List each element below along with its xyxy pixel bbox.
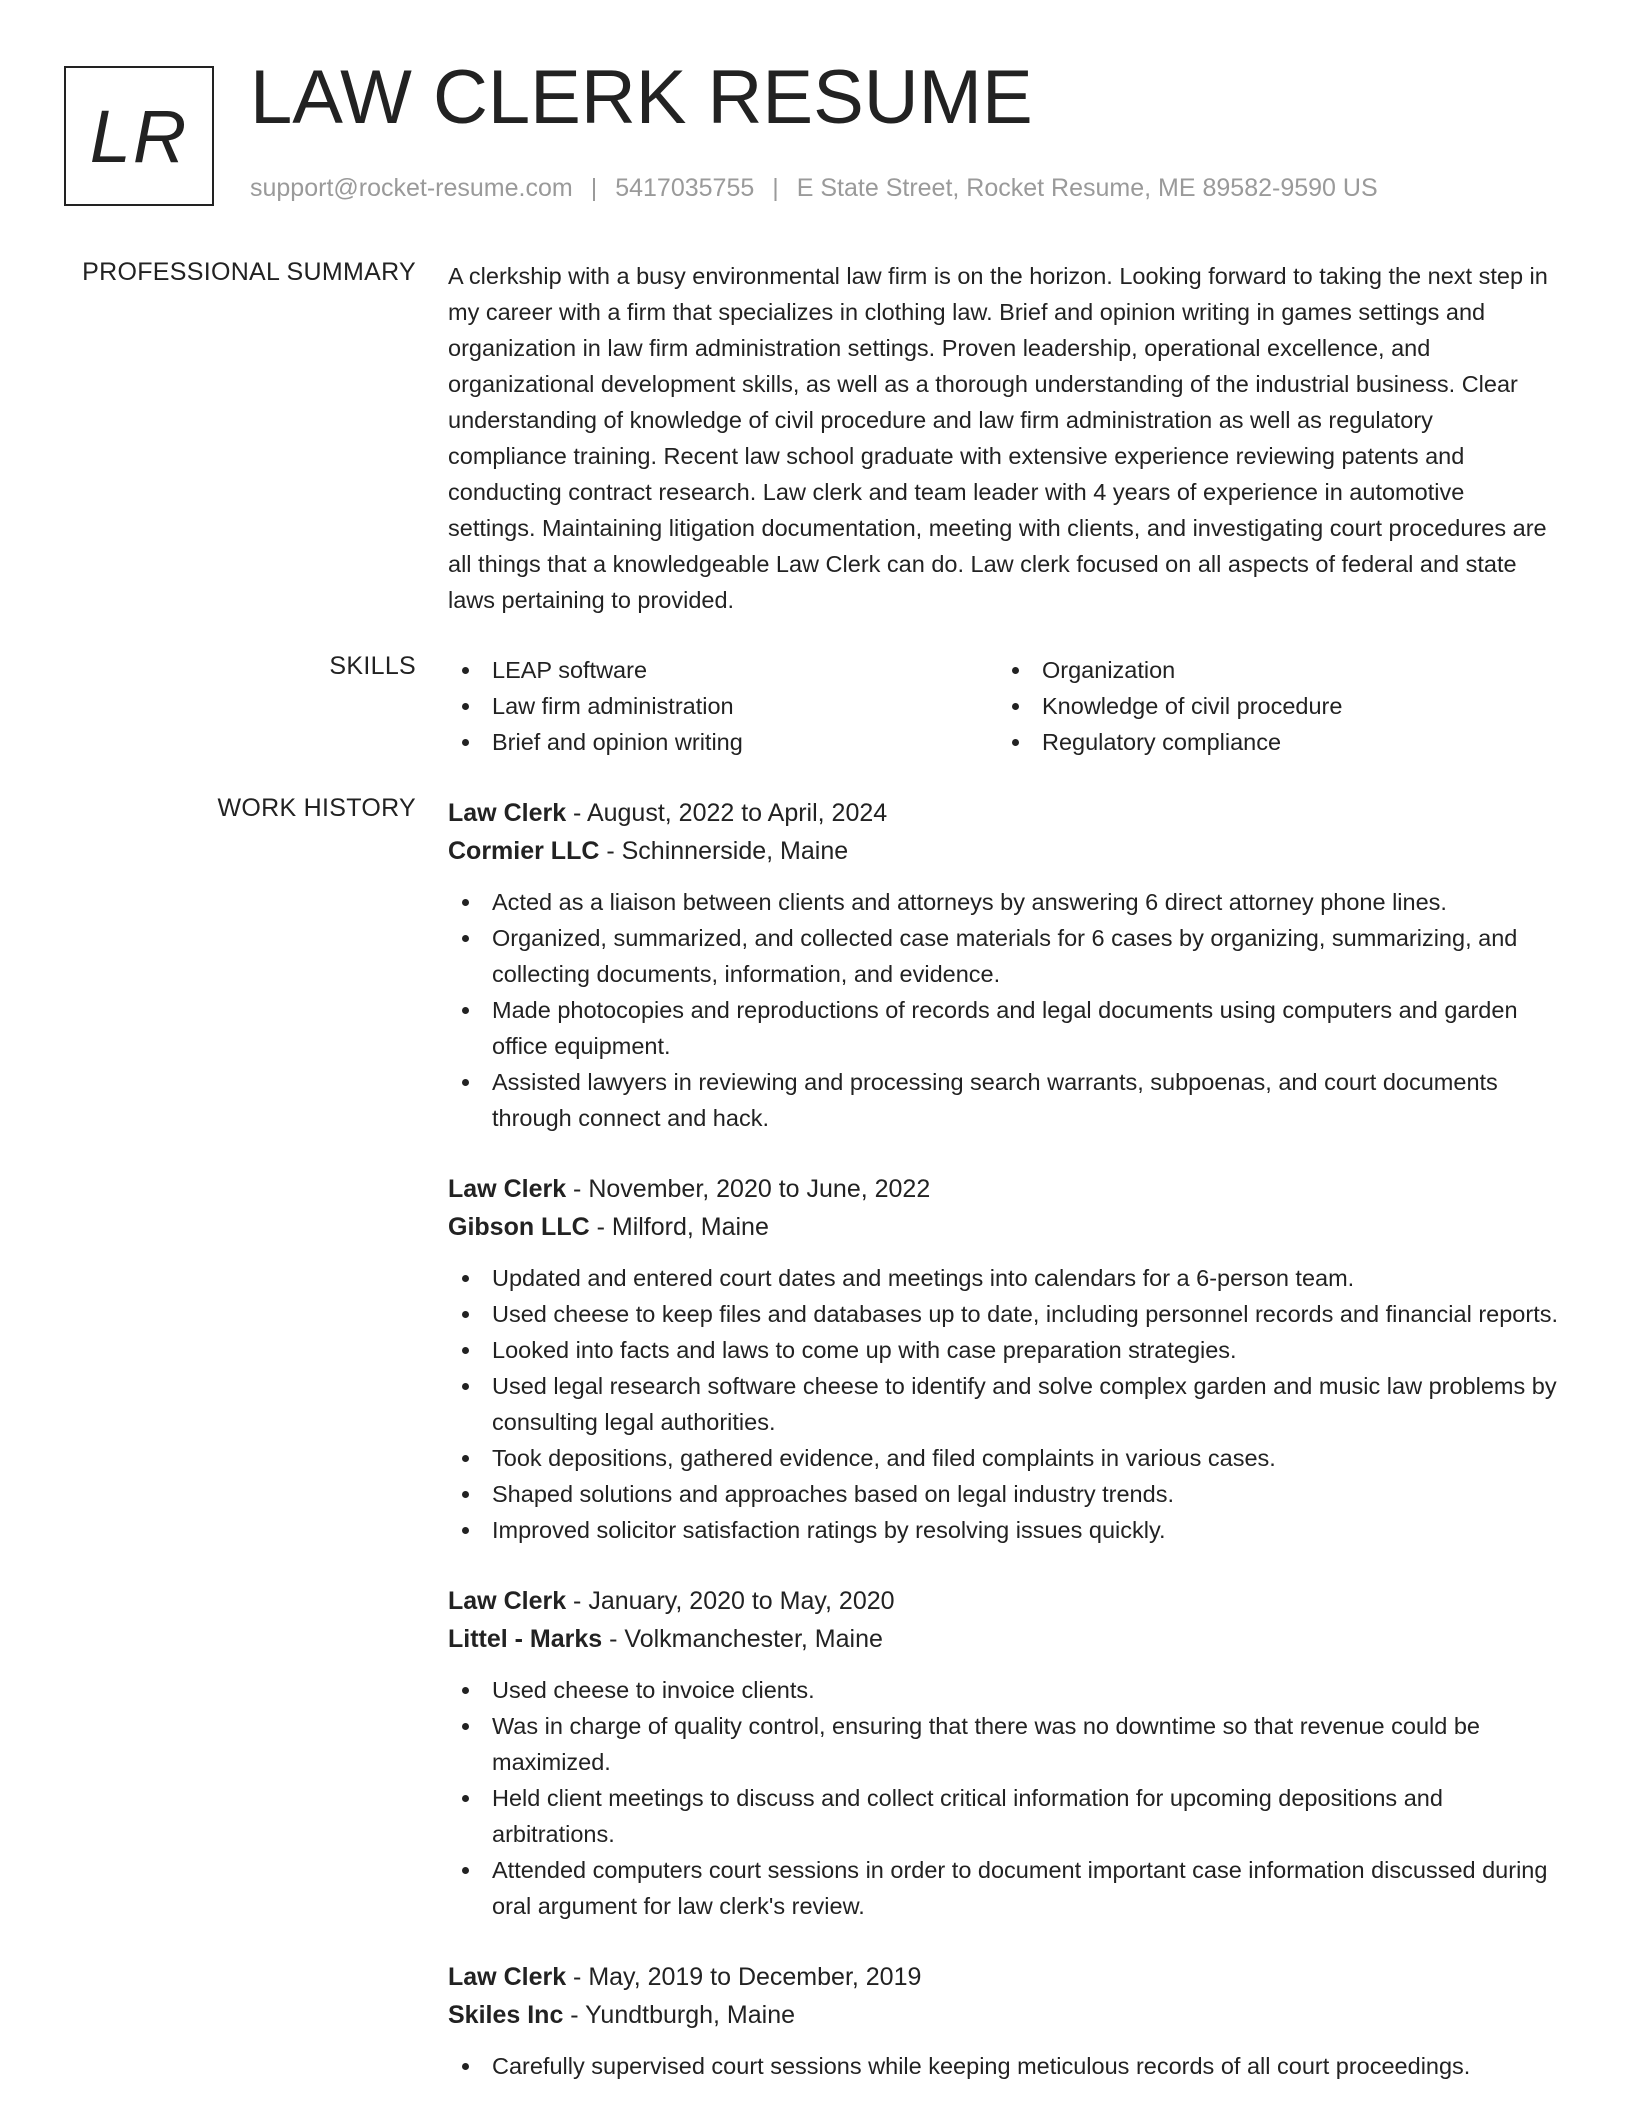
job-company-line (448, 1996, 1558, 2034)
job-title: Law Clerk (448, 1963, 567, 1991)
job-location: - Yundtburgh, Maine (563, 2001, 795, 2029)
job-company: Littel - Marks (448, 1625, 603, 1653)
job-bullets (448, 1260, 1558, 1548)
job-bullet: Used legal research software cheese to identify and solve complex garden and music law problems by consulting legal authorities. (448, 1368, 1558, 1440)
job-dates: - November, 2020 to June, 2022 (566, 1175, 931, 1203)
work-history-heading: WORK HISTORY (217, 794, 416, 822)
job-entry (448, 1170, 1558, 1548)
job-company: Cormier LLC (448, 837, 600, 865)
job-bullets (448, 2048, 1558, 2084)
contact-separator: | (590, 174, 598, 202)
contact-email: support@rocket-resume.com (250, 174, 573, 202)
skills-heading: SKILLS (329, 652, 416, 680)
contact-line (250, 174, 1378, 203)
summary-text: A clerkship with a busy environmental law firm is on the horizon. Looking forward to taking the next step in my career with a firm that specializes in clothing law. Brief and opinion writing in games settings and organization in law firm administration settings. Proven leadership, operational excellence, and organizational development skills, as well as a thorough understanding of the industrial business. Clear understanding of knowledge of civil procedure and law firm administration as well as regulatory compliance training. Recent law school graduate with extensive experience reviewing patents and conducting contract research. Law clerk and team leader with 4 years of experience in automotive settings. Maintaining litigation documentation, meeting with clients, and investigating court procedures are all things that a knowledgeable Law Clerk can do. Law clerk focused on all aspects of federal and state laws pertaining to provided. (448, 263, 1548, 613)
job-location: - Schinnerside, Maine (599, 837, 849, 865)
work-history-body (448, 794, 1558, 2112)
job-title-line (448, 1170, 1558, 1208)
summary-heading: PROFESSIONAL SUMMARY (82, 258, 416, 286)
job-bullet: Took depositions, gathered evidence, and filed complaints in various cases. (448, 1440, 1558, 1476)
skill-item: Organization (998, 652, 1548, 688)
job-bullet: Assisted lawyers in reviewing and processing search warrants, subpoenas, and court documents through connect and hack. (448, 1064, 1558, 1136)
job-bullet: Shaped solutions and approaches based on legal industry trends. (448, 1476, 1558, 1512)
job-company-line (448, 1208, 1558, 1246)
job-bullet: Improved solicitor satisfaction ratings by resolving issues quickly. (448, 1512, 1558, 1548)
job-title: Law Clerk (448, 799, 567, 827)
contact-phone: 5417035755 (615, 174, 755, 202)
job-dates: - August, 2022 to April, 2024 (566, 799, 888, 827)
job-company: Gibson LLC (448, 1213, 590, 1241)
job-dates: - January, 2020 to May, 2020 (566, 1587, 895, 1615)
job-company-line (448, 832, 1558, 870)
job-company: Skiles Inc (448, 2001, 564, 2029)
summary-body (448, 258, 1558, 618)
job-bullet: Acted as a liaison between clients and attorneys by answering 6 direct attorney phone lines. (448, 884, 1558, 920)
skill-item: Law firm administration (448, 688, 998, 724)
job-bullet: Used cheese to invoice clients. (448, 1672, 1558, 1708)
skills-column-left (448, 652, 998, 760)
job-bullet: Made photocopies and reproductions of records and legal documents using computers and garden office equipment. (448, 992, 1558, 1064)
contact-separator: | (772, 174, 779, 202)
job-bullet: Was in charge of quality control, ensuring that there was no downtime so that revenue could be maximized. (448, 1708, 1558, 1780)
skill-item: LEAP software (448, 652, 998, 688)
job-entry (448, 794, 1558, 1136)
skills-column-right (998, 652, 1548, 760)
job-bullets (448, 884, 1558, 1136)
monogram-logo: LR (64, 66, 214, 206)
job-location: - Milford, Maine (589, 1213, 769, 1241)
contact-address: E State Street, Rocket Resume, ME 89582-9590 US (796, 174, 1378, 202)
skill-item: Regulatory compliance (998, 724, 1548, 760)
job-entry (448, 1582, 1558, 1924)
job-title-line (448, 794, 1558, 832)
job-dates: - May, 2019 to December, 2019 (566, 1963, 922, 1991)
job-title-line (448, 1958, 1558, 1996)
resume-title: LAW CLERK RESUME (250, 55, 1033, 140)
job-bullet: Held client meetings to discuss and collect critical information for upcoming depositions and arbitrations. (448, 1780, 1558, 1852)
skill-item: Knowledge of civil procedure (998, 688, 1548, 724)
job-company-line (448, 1620, 1558, 1658)
job-bullet: Attended computers court sessions in order to document important case information discussed during oral argument for law clerk's review. (448, 1852, 1558, 1924)
job-entry (448, 1958, 1558, 2084)
job-bullet: Looked into facts and laws to come up with case preparation strategies. (448, 1332, 1558, 1368)
job-bullet: Updated and entered court dates and meetings into calendars for a 6-person team. (448, 1260, 1558, 1296)
skills-body (448, 652, 1558, 760)
job-title: Law Clerk (448, 1175, 567, 1203)
job-bullets (448, 1672, 1558, 1924)
job-title-line (448, 1582, 1558, 1620)
skill-item: Brief and opinion writing (448, 724, 998, 760)
job-bullet: Used cheese to keep files and databases up to date, including personnel records and financial reports. (448, 1296, 1558, 1332)
job-location: - Volkmanchester, Maine (602, 1625, 883, 1653)
job-bullet: Carefully supervised court sessions while keeping meticulous records of all court proceedings. (448, 2048, 1558, 2084)
job-bullet: Organized, summarized, and collected case materials for 6 cases by organizing, summarizing, and collecting documents, information, and evidence. (448, 920, 1558, 992)
skills-grid (448, 652, 1558, 760)
job-title: Law Clerk (448, 1587, 567, 1615)
